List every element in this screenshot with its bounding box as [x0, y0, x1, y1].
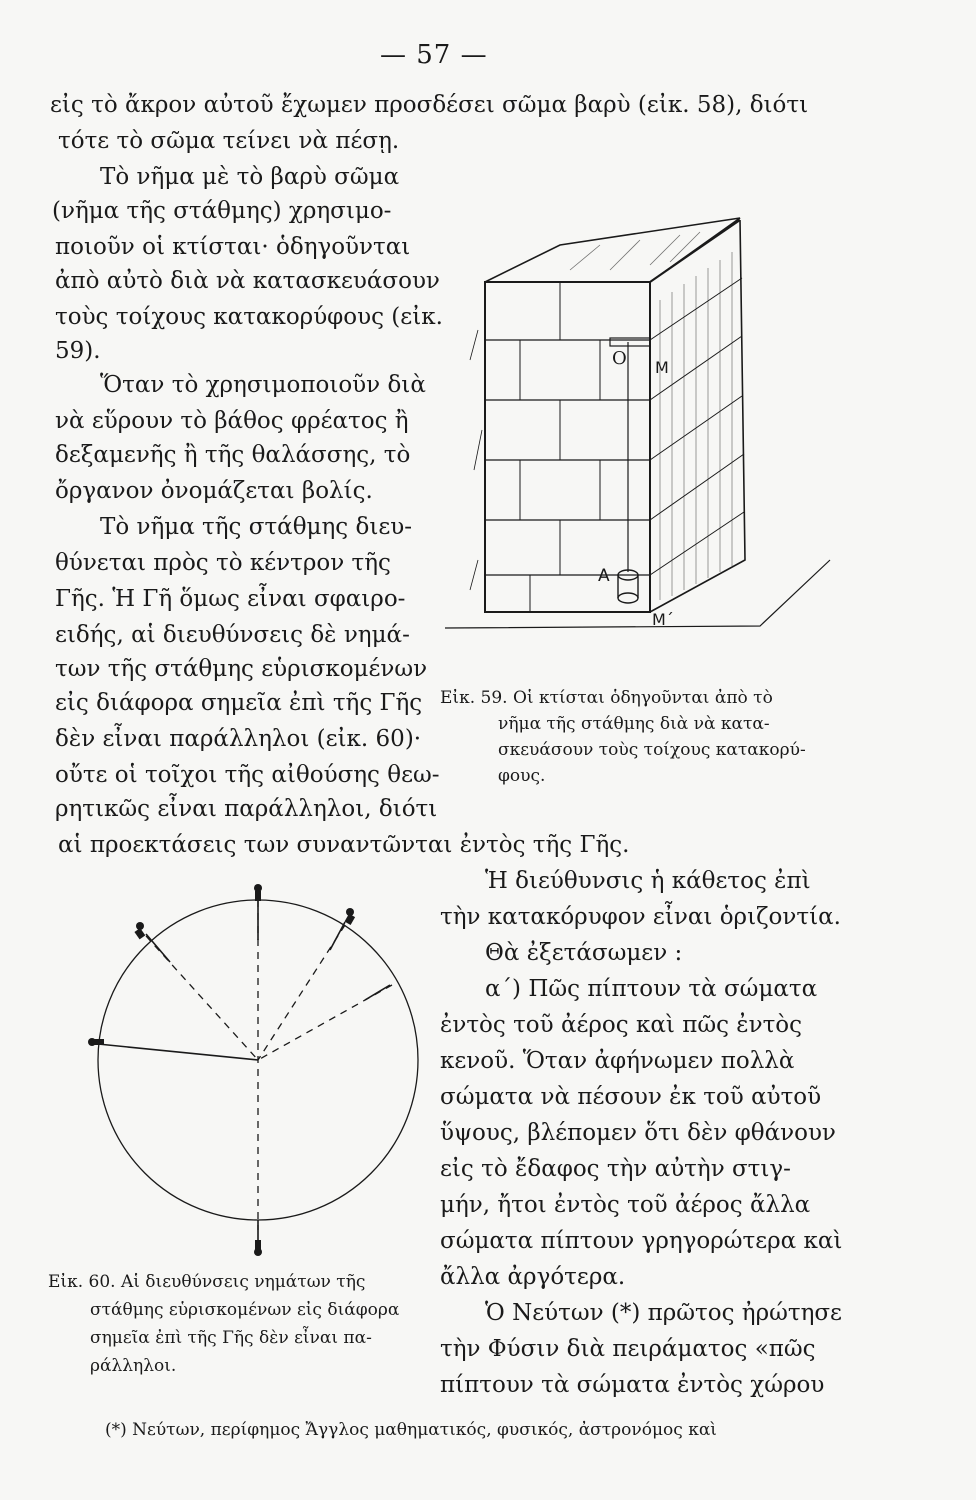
- text-line: ρητικῶς εἶναι παράλληλοι, διότι: [55, 796, 438, 822]
- figure-59-label-M-prime: M΄: [652, 610, 674, 629]
- page-number: — 57 —: [380, 40, 488, 70]
- text-line: μήν, ἤτοι ἐντὸς τοῦ ἀέρος ἄλλα: [440, 1192, 811, 1218]
- text-line: εἰς διάφορα σημεῖα ἐπὶ τῆς Γῆς: [55, 690, 423, 716]
- text-line: Τὸ νῆμα τῆς στάθμης διευ-: [100, 514, 413, 540]
- text-line: ἄλλα ἀργότερα.: [440, 1264, 626, 1290]
- figure-60-caption-line: Εἰκ. 60. Αἱ διευθύνσεις νημάτων τῆς: [48, 1272, 366, 1292]
- text-line: οὔτε οἱ τοῖχοι τῆς αἰθούσης θεω-: [55, 762, 440, 788]
- text-line: πίπτουν τὰ σώματα ἐντὸς χώρου: [440, 1372, 825, 1398]
- text-line: εἰς τὸ ἔδαφος τὴν αὐτὴν στιγ-: [440, 1156, 791, 1182]
- text-line: αἱ προεκτάσεις των συναντῶνται ἐντὸς τῆς Γῆς.: [58, 832, 630, 858]
- text-line: των τῆς στάθμης εὑρισκομένων: [55, 656, 428, 682]
- figure-59-label-M: M: [655, 358, 669, 377]
- text-line: Ὁ Νεύτων (*) πρῶτος ἠρώτησε: [485, 1300, 842, 1326]
- text-line: νὰ εὕρουν τὸ βάθος φρέατος ἢ: [55, 408, 409, 434]
- text-line: Ἡ διεύθυνσις ἡ κάθετος ἐπὶ: [485, 868, 811, 894]
- figure-59-label-O: Ο: [612, 348, 627, 369]
- text-line: κενοῦ. Ὅταν ἀφήνωμεν πολλὰ: [440, 1048, 795, 1074]
- text-line: τὴν κατακόρυφον εἶναι ὁριζοντία.: [440, 904, 841, 930]
- text-line: α΄) Πῶς πίπτουν τὰ σώματα: [485, 976, 818, 1002]
- figure-59-caption-line: Εἰκ. 59. Οἱ κτίσται ὁδηγοῦνται ἀπὸ τὸ: [440, 688, 773, 708]
- figure-59-caption-line: νῆμα τῆς στάθμης διὰ νὰ κατα-: [498, 714, 770, 734]
- text-line: Ὅταν τὸ χρησιμοποιοῦν διὰ: [100, 372, 426, 398]
- text-line: τοὺς τοίχους κατακορύφους (εἰκ.: [55, 304, 443, 330]
- figure-60-caption-line: στάθμης εὑρισκομένων εἰς διάφορα: [90, 1300, 400, 1320]
- text-line: θύνεται πρὸς τὸ κέντρον τῆς: [55, 550, 391, 576]
- text-line: σώματα πίπτουν γρηγορώτερα καὶ: [440, 1228, 843, 1254]
- text-line: ἀπὸ αὐτὸ διὰ νὰ κατασκευάσουν: [55, 268, 440, 294]
- text-line: Θὰ ἐξετάσωμεν :: [485, 940, 683, 966]
- text-line: δεξαμενῆς ἢ τῆς θαλάσσης, τὸ: [55, 442, 411, 468]
- text-line: Τὸ νῆμα μὲ τὸ βαρὺ σῶμα: [100, 164, 400, 190]
- text-line: Γῆς. Ἡ Γῆ ὅμως εἶναι σφαιρο-: [55, 586, 406, 612]
- figure-60-caption-line: ράλληλοι.: [90, 1356, 177, 1376]
- figure-59-caption-line: φους.: [498, 766, 546, 786]
- figure-60-caption-line: σημεῖα ἐπὶ τῆς Γῆς δὲν εἶναι πα-: [90, 1328, 372, 1348]
- text-line: (νῆμα τῆς στάθμης) χρησιμο-: [52, 198, 392, 224]
- text-line: ὕψους, βλέπομεν ὅτι δὲν φθάνουν: [440, 1120, 836, 1146]
- text-line: δὲν εἶναι παράλληλοι (εἰκ. 60)·: [55, 726, 422, 752]
- text-line: ὄργανον ὀνομάζεται βολίς.: [55, 478, 373, 504]
- figure-59-caption-line: σκευάσουν τοὺς τοίχους κατακορύ-: [498, 740, 806, 760]
- footnote: (*) Νεύτων, περίφημος Ἄγγλος μαθηματικός, φυσικός, ἀστρονόμος καὶ: [105, 1420, 717, 1440]
- text-line: ποιοῦν οἱ κτίσται· ὁδηγοῦνται: [55, 234, 411, 260]
- text-line: τὴν Φύσιν διὰ πειράματος «πῶς: [440, 1336, 816, 1362]
- figure-59-label-A: A: [598, 566, 610, 586]
- text-line: ἐντὸς τοῦ ἀέρος καὶ πῶς ἐντὸς: [440, 1012, 803, 1038]
- text-line: τότε τὸ σῶμα τείνει νὰ πέσῃ.: [58, 128, 400, 154]
- text-line: ειδής, αἱ διευθύνσεις δὲ νημά-: [55, 622, 410, 648]
- text-line: 59).: [55, 338, 101, 364]
- text-line: εἰς τὸ ἄκρον αὐτοῦ ἔχωμεν προσδέσει σῶμα βαρὺ (εἰκ. 58), διότι: [50, 92, 809, 118]
- text-line: σώματα νὰ πέσουν ἐκ τοῦ αὐτοῦ: [440, 1084, 822, 1110]
